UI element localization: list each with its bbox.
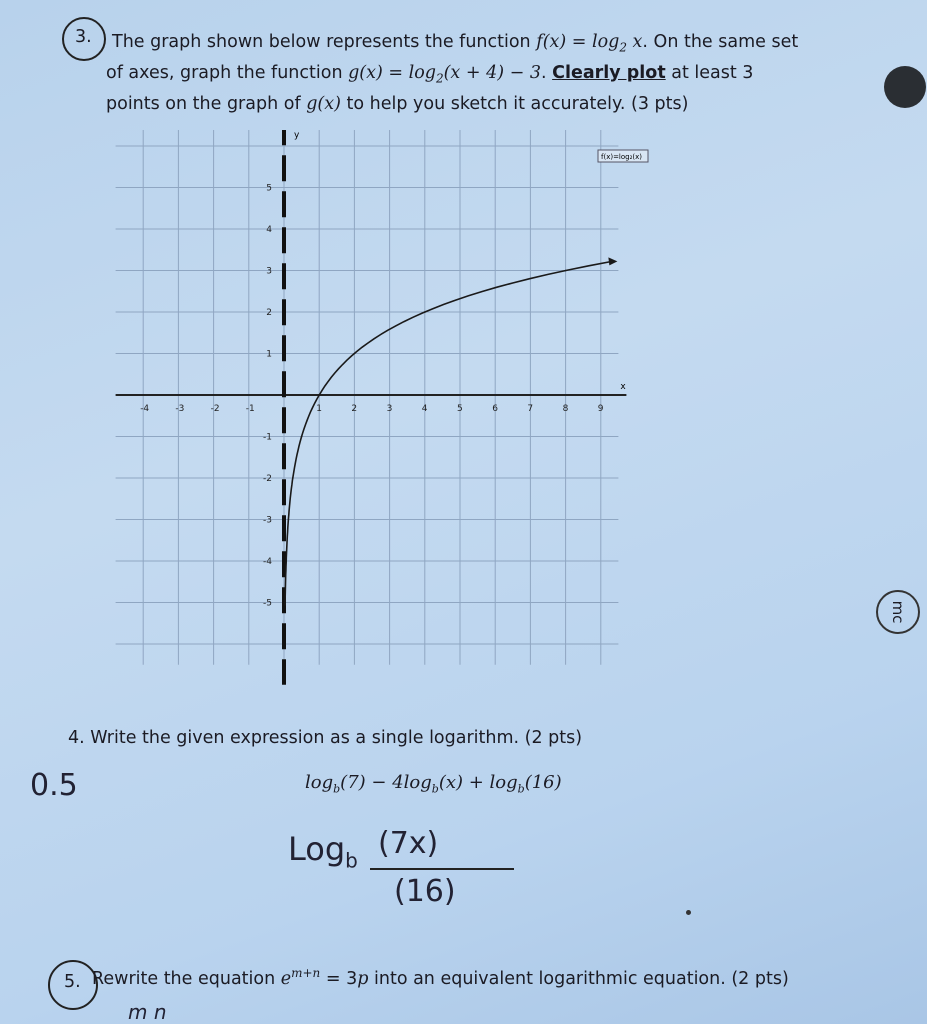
question-3-number: 3.	[75, 27, 92, 47]
x-tick-label: -1	[245, 404, 255, 414]
x-tick-label: -3	[175, 404, 185, 414]
graph-curve	[284, 257, 617, 605]
x-tick-label: -2	[210, 404, 220, 414]
series-line	[285, 262, 611, 605]
question-4-text: 4. Write the given expression as a single logarithm. (2 pts)	[68, 728, 583, 748]
question-4-expression: $\log_b(7) - 4\log_b(x) + \log_b(16)$	[305, 772, 562, 796]
question-5-number: 5.	[64, 972, 81, 992]
y-tick-label: -3	[263, 515, 272, 526]
curve-arrowhead	[608, 257, 617, 265]
data-point	[301, 436, 303, 438]
data-point	[288, 519, 290, 521]
x-tick-label: 6	[492, 404, 498, 414]
x-tick-label: 5	[457, 404, 463, 414]
data-point	[565, 270, 567, 272]
data-point	[424, 311, 426, 313]
clearly-plot-emphasis: Clearly plot	[552, 63, 666, 83]
stray-dot	[686, 910, 691, 915]
handwritten-score: 0.5	[30, 768, 78, 803]
mc-sticker: mc	[876, 590, 920, 634]
y-tick-label: -1	[263, 432, 272, 443]
x-tick-label: 8	[562, 404, 569, 414]
question-3-line-3: points on the graph of g(x) to help you sketch it accurately. (3 pts)	[106, 94, 689, 114]
x-tick-label: 7	[527, 404, 534, 414]
fraction-bar	[370, 868, 514, 870]
question-3-line-2: of axes, graph the function $g(x) = \log_2(x + 4) - 3$. Clearly plot at least 3	[106, 63, 754, 86]
question-5-text: Rewrite the equation $e^{m+n} = 3p$ into an equivalent logarithmic equation. (2 pts)	[92, 966, 789, 989]
graph-legend: f(x)=log₂(x)	[601, 153, 643, 161]
x-tick-label: 9	[597, 404, 604, 414]
x-tick-label: 1	[316, 404, 322, 414]
data-point	[354, 353, 356, 355]
function-graph	[100, 130, 660, 690]
handwritten-scribble: m n	[128, 1000, 167, 1024]
y-axis-label: y	[294, 130, 300, 141]
x-axis-label: x	[620, 382, 626, 392]
handwritten-answer-numerator: (7x)	[378, 826, 439, 861]
dark-dot-sticker	[884, 66, 926, 108]
y-tick-label: 3	[266, 266, 272, 277]
y-tick-label: -4	[263, 557, 272, 567]
data-point	[285, 560, 287, 562]
x-tick-label: 3	[386, 404, 393, 414]
data-point	[284, 604, 286, 606]
handwritten-answer-log: Log$_b$	[288, 830, 358, 873]
x-tick-label: 2	[351, 404, 358, 414]
handwritten-answer-denominator: (16)	[394, 874, 456, 909]
graph-grid	[116, 130, 619, 665]
y-tick-label: 2	[266, 308, 272, 318]
graph-axes	[116, 130, 627, 685]
y-tick-label: -5	[263, 598, 272, 609]
question-3-line-1: The graph shown below represents the function $f(x) = \log_2 x$. On the same set	[112, 32, 799, 55]
y-tick-label: 1	[266, 349, 272, 360]
y-tick-label: 5	[266, 183, 272, 194]
data-point	[292, 477, 294, 479]
y-tick-label: 4	[266, 225, 272, 235]
y-tick-label: -2	[263, 474, 272, 484]
data-point	[318, 394, 320, 396]
x-tick-label: -4	[140, 404, 150, 414]
x-tick-label: 4	[421, 404, 428, 414]
